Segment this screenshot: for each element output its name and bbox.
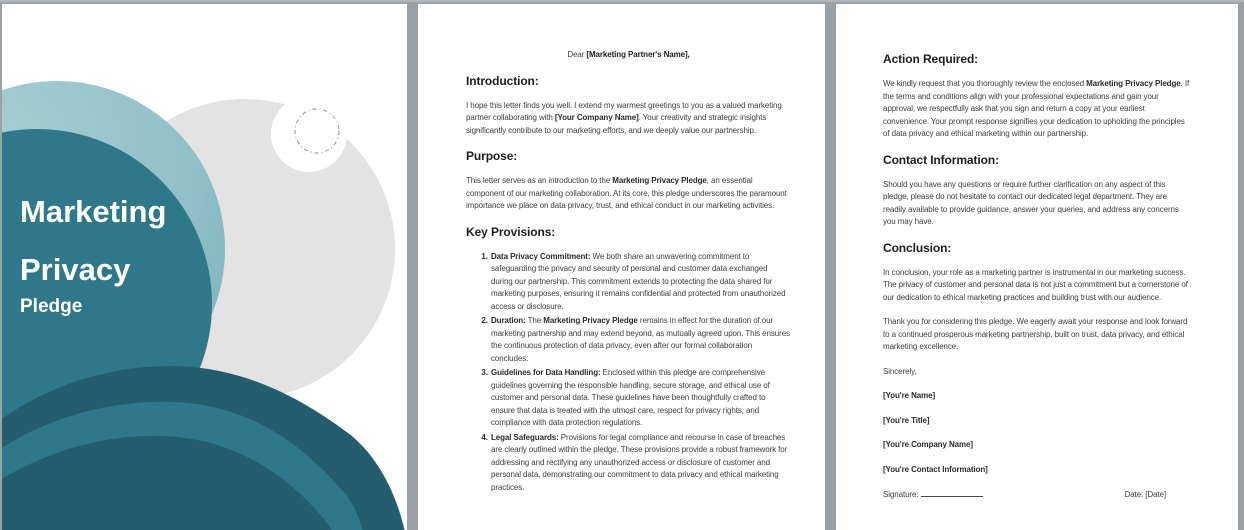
pledge-name-bold: Marketing Privacy Pledge (1086, 79, 1181, 88)
heading-introduction: Introduction: (466, 73, 539, 88)
heading-key-provisions: Key Provisions: (466, 224, 556, 239)
date-field: Date: [Date] (1124, 490, 1166, 499)
heading-action-required: Action Required: (883, 52, 979, 66)
paragraph-purpose: This letter serves as an introduction to the Marketing Privacy Pledge, an essential component of our marketing collaboration. At its core, this pledge underscores the paramount importance we place on data privacy, trust, and ethical conduct in our marketing activities. (466, 176, 787, 210)
sender-company-placeholder: [You're Company Name] (883, 440, 973, 449)
list-item: 2. Duration: The Marketing Privacy Pledge remains in effect for the duration of our marketing partnership and may extend beyond, as mutually agreed upon. This ensures the continuous protection of data privacy, even after our formal collaboration concludes. (490, 315, 791, 365)
sender-name-placeholder: [You're Name] (883, 391, 936, 400)
salutation-name-placeholder: [Marketing Partner's Name], (586, 50, 690, 59)
gray-circle-notch (271, 96, 347, 172)
cover-subtitle: Pledge (20, 296, 83, 317)
letter-page-1 (418, 4, 825, 530)
list-item: 3. Guidelines for Data Handling: Enclosed within this pledge are comprehensive guidelines governing the responsible handling, secure storage, and ethical use of customer and personal data. These guidelines have been thoughtfully crafted to ensure that data is treated with the utmost care, respect for privacy rights, and compliance with data protection regulations. (490, 367, 791, 430)
heading-conclusion: Conclusion: (883, 240, 952, 255)
signature-label: Signature: (883, 490, 919, 499)
pledge-name-bold: Marketing Privacy Pledge (612, 176, 707, 185)
list-item: 1. Data Privacy Commitment: We both share an unwavering commitment to safeguarding the privacy and security of personal and customer data exchanged during our partnership. This commitment extends to protecting the data shared for marketing purposes, ensuring it remains confidential and protected from unauthorized access or disclosure. (490, 251, 791, 314)
sincerely-line: Sincerely, (883, 366, 917, 376)
paragraph-conclusion-1: In conclusion, your role as a marketing partner is instrumental in our marketing success. The privacy of customer and personal data is not just a commitment but a cornerstone of our dedication to ethical marketing practices and building trust with our audience. (883, 267, 1188, 302)
cover-title-line1: Marketing (20, 194, 167, 229)
paragraph-introduction: I hope this letter finds you well. I extend my warmest greetings to you as a valued marketing partner collaborating with [Your Company Name]. Your creativity and strategic insights significantly contribute to our marketing efforts, and we deeply value our partnership. (466, 100, 782, 135)
cover-title-line2: Privacy (20, 252, 131, 287)
salutation-prefix: Dear (567, 50, 587, 59)
paragraph-action-required: We kindly request that you thoroughly review the enclosed Marketing Privacy Pledge. If the terms and conditions align with your professional expectations and gain your approval, we respectfully ask that you sign and return a copy at your earliest convenience. Your prompt response signifies your dedication to upholding the principles of data privacy and ethical marketing within our partnership. (883, 79, 1190, 138)
key-provisions-list (466, 251, 791, 495)
list-item: 4. Legal Safeguards: Provisions for legal compliance and recourse in case of breaches are clearly outlined within the pledge. These provisions provide a robust framework for addressing and rectifying any unauthorized access or disclosure of customer and personal data, demonstrating our commitment to data privacy and ethical marketing practices. (490, 432, 791, 495)
sender-contact-placeholder: [You're Contact Information] (883, 464, 988, 474)
paragraph-conclusion-2: Thank you for considering this pledge. We eagerly await your response and look forward to a continued prosperous marketing partnership, built on trust, data privacy, and ethical marketing excellence. (883, 317, 1188, 351)
paragraph-contact-information: Should you have any questions or require further clarification on any aspect of this pledge, please do not hesitate to contact our dedicated legal department. They are readily available to provide guidance, answer your queries, and address any concerns you may have. (883, 179, 1179, 226)
heading-purpose: Purpose: (466, 149, 518, 163)
heading-contact-information: Contact Information: (883, 152, 999, 167)
sender-title-placeholder: [You're Title] (883, 415, 930, 425)
signature-blank-line (921, 488, 983, 497)
cover-page (2, 4, 407, 530)
letter-page-2 (836, 4, 1238, 530)
company-name-placeholder: [Your Company Name] (554, 113, 639, 122)
signature-field (883, 488, 983, 502)
salutation (466, 49, 791, 62)
signature-row (883, 488, 1190, 502)
